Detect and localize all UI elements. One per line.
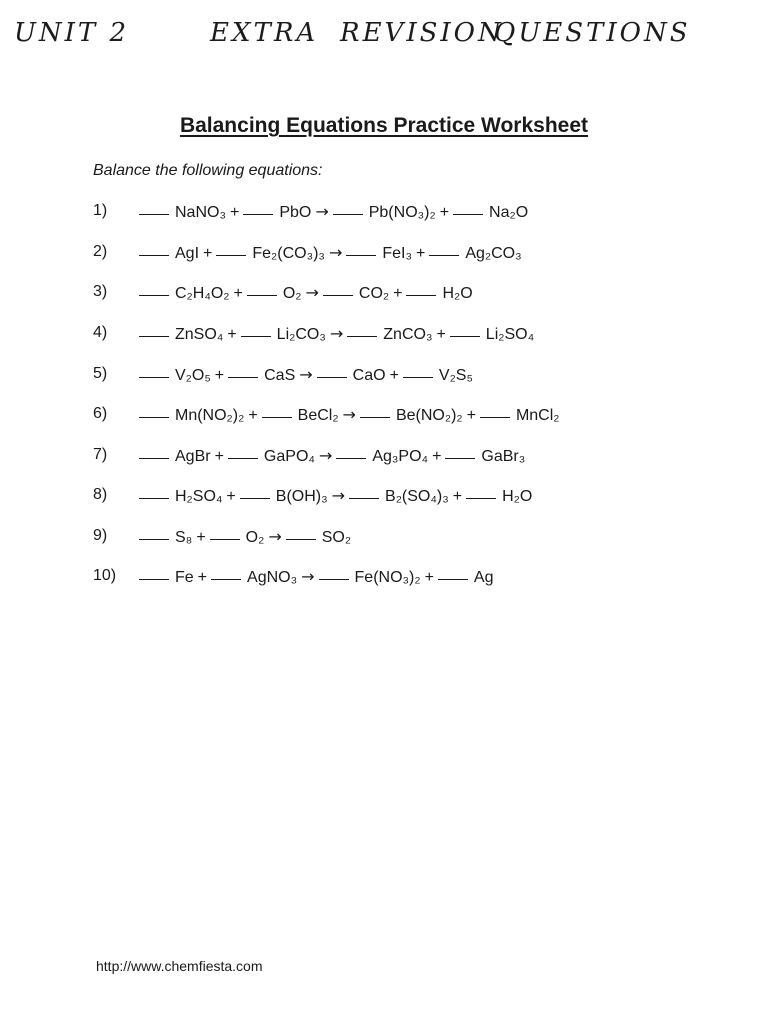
reactant-formula: AgBr bbox=[175, 448, 211, 465]
coefficient-blank[interactable] bbox=[450, 335, 480, 337]
reaction-arrow: → bbox=[318, 446, 333, 465]
reactant-formula: S₈ bbox=[175, 529, 193, 546]
reactant-formula: Fe bbox=[175, 569, 194, 586]
equation-body bbox=[139, 567, 494, 587]
coefficient-blank[interactable] bbox=[319, 578, 349, 580]
product-formula: Li₂SO₄ bbox=[485, 326, 535, 343]
reactant-formula: O₂ bbox=[245, 529, 265, 546]
coefficient-blank[interactable] bbox=[466, 497, 496, 499]
coefficient-blank[interactable] bbox=[247, 294, 277, 296]
coefficient-blank[interactable] bbox=[139, 294, 169, 296]
coefficient-blank[interactable] bbox=[336, 457, 366, 459]
coefficient-blank[interactable] bbox=[403, 376, 433, 378]
equation-row bbox=[93, 527, 733, 553]
plus-sign: + bbox=[214, 367, 225, 384]
equation-number: 9) bbox=[93, 527, 108, 544]
coefficient-blank[interactable] bbox=[139, 213, 169, 215]
plus-sign: + bbox=[415, 245, 426, 262]
coefficient-blank[interactable] bbox=[241, 335, 271, 337]
equation-number: 6) bbox=[93, 405, 108, 422]
plus-sign: + bbox=[248, 407, 258, 424]
reaction-arrow: → bbox=[268, 527, 282, 546]
coefficient-blank[interactable] bbox=[139, 538, 169, 540]
product-formula: GaBr₃ bbox=[481, 448, 526, 465]
coefficient-blank[interactable] bbox=[445, 457, 475, 459]
worksheet-title bbox=[0, 114, 768, 138]
coefficient-blank[interactable] bbox=[139, 416, 169, 418]
handwritten-revision: REVISION bbox=[340, 18, 504, 48]
equation-body bbox=[139, 527, 351, 547]
coefficient-blank[interactable] bbox=[228, 376, 258, 378]
plus-sign: + bbox=[424, 569, 434, 586]
coefficient-blank[interactable] bbox=[429, 254, 459, 256]
equation-body bbox=[139, 365, 473, 385]
coefficient-blank[interactable] bbox=[216, 254, 246, 256]
coefficient-blank[interactable] bbox=[349, 497, 379, 499]
plus-sign: + bbox=[197, 569, 208, 586]
reactant-formula: B(OH)₃ bbox=[275, 488, 328, 505]
equation-number: 4) bbox=[93, 324, 108, 341]
coefficient-blank[interactable] bbox=[139, 254, 169, 256]
coefficient-blank[interactable] bbox=[286, 538, 316, 540]
reaction-arrow: → bbox=[328, 243, 343, 262]
equation-row bbox=[93, 243, 733, 269]
reactant-formula: CaS bbox=[264, 367, 296, 384]
plus-sign: + bbox=[226, 488, 236, 505]
plus-sign: + bbox=[452, 488, 463, 505]
reactant-formula: BeCl₂ bbox=[297, 407, 339, 424]
equation-row bbox=[93, 324, 733, 350]
reaction-arrow: → bbox=[342, 405, 356, 424]
reaction-arrow: → bbox=[329, 324, 344, 343]
equation-row bbox=[93, 405, 733, 431]
handwritten-unit: UNIT 2 bbox=[14, 18, 130, 48]
plus-sign: + bbox=[439, 204, 450, 221]
handwritten-questions: QUESTIONS bbox=[494, 18, 691, 48]
product-formula: Pb(NO₃)₂ bbox=[368, 204, 436, 221]
equation-body bbox=[139, 446, 525, 466]
product-formula: H₂O bbox=[502, 488, 533, 505]
coefficient-blank[interactable] bbox=[139, 497, 169, 499]
coefficient-blank[interactable] bbox=[317, 376, 347, 378]
coefficient-blank[interactable] bbox=[438, 578, 468, 580]
equation-row bbox=[93, 567, 733, 593]
plus-sign: + bbox=[432, 448, 442, 465]
equation-number: 5) bbox=[93, 365, 108, 382]
coefficient-blank[interactable] bbox=[347, 335, 377, 337]
product-formula: MnCl₂ bbox=[515, 407, 560, 424]
coefficient-blank[interactable] bbox=[228, 457, 258, 459]
equation-body bbox=[139, 486, 532, 506]
equation-body bbox=[139, 243, 522, 263]
product-formula: CaO bbox=[352, 367, 386, 384]
footer-url: http://www.chemfiesta.com bbox=[96, 958, 263, 974]
reaction-arrow: → bbox=[331, 486, 346, 505]
coefficient-blank[interactable] bbox=[406, 294, 436, 296]
product-formula: CO₂ bbox=[358, 285, 390, 302]
product-formula: Ag₂CO₃ bbox=[465, 245, 522, 262]
equation-number: 7) bbox=[93, 446, 108, 463]
product-formula: Ag₃PO₄ bbox=[372, 448, 429, 465]
reactant-formula: AgI bbox=[175, 245, 200, 262]
equation-row bbox=[93, 446, 733, 472]
reactant-formula: ZnSO₄ bbox=[175, 326, 224, 343]
reaction-arrow: → bbox=[299, 365, 313, 384]
equation-number: 2) bbox=[93, 243, 108, 260]
product-formula: Be(NO₂)₂ bbox=[395, 407, 463, 424]
reactant-formula: Fe₂(CO₃)₃ bbox=[252, 245, 325, 262]
reactant-formula: PbO bbox=[279, 204, 312, 221]
coefficient-blank[interactable] bbox=[139, 335, 169, 337]
coefficient-blank[interactable] bbox=[323, 294, 353, 296]
product-formula: ZnCO₃ bbox=[383, 326, 433, 343]
equation-number: 1) bbox=[93, 202, 108, 219]
reactant-formula: V₂O₅ bbox=[175, 367, 211, 384]
plus-sign: + bbox=[233, 285, 243, 302]
equation-body bbox=[139, 405, 560, 425]
handwritten-extra: EXTRA bbox=[210, 18, 319, 48]
coefficient-blank[interactable] bbox=[360, 416, 390, 418]
equation-row bbox=[93, 365, 733, 391]
coefficient-blank[interactable] bbox=[211, 578, 241, 580]
plus-sign: + bbox=[214, 448, 224, 465]
plus-sign: + bbox=[229, 204, 240, 221]
worksheet-title-text: Balancing Equations Practice Worksheet bbox=[179, 114, 589, 137]
reaction-arrow: → bbox=[305, 283, 319, 302]
handwritten-heading bbox=[10, 12, 750, 52]
plus-sign: + bbox=[203, 245, 213, 262]
plus-sign: + bbox=[389, 367, 399, 384]
reactant-formula: C₂H₄O₂ bbox=[175, 285, 230, 302]
product-formula: Ag bbox=[473, 569, 494, 586]
product-formula: SO₂ bbox=[321, 529, 352, 546]
equation-row bbox=[93, 486, 733, 512]
equation-body bbox=[139, 324, 534, 344]
plus-sign: + bbox=[196, 529, 206, 546]
coefficient-blank[interactable] bbox=[210, 538, 240, 540]
equation-body bbox=[139, 202, 528, 222]
equation-number: 8) bbox=[93, 486, 108, 503]
product-formula: H₂O bbox=[442, 285, 473, 302]
coefficient-blank[interactable] bbox=[346, 254, 376, 256]
instructions-text: Balance the following equations: bbox=[93, 162, 323, 179]
reaction-arrow: → bbox=[301, 567, 315, 586]
plus-sign: + bbox=[466, 407, 476, 424]
coefficient-blank[interactable] bbox=[333, 213, 363, 215]
coefficient-blank[interactable] bbox=[453, 213, 483, 215]
product-formula: Na₂O bbox=[489, 204, 529, 221]
equation-row bbox=[93, 202, 733, 228]
plus-sign: + bbox=[436, 326, 446, 343]
reactant-formula: Mn(NO₂)₂ bbox=[175, 407, 245, 424]
reactant-formula: GaPO₄ bbox=[263, 448, 315, 465]
reactant-formula: H₂SO₄ bbox=[175, 488, 223, 505]
product-formula: Fe(NO₃)₂ bbox=[354, 569, 421, 586]
reactant-formula: NaNO₃ bbox=[175, 204, 226, 221]
product-formula: FeI₃ bbox=[382, 245, 412, 262]
coefficient-blank[interactable] bbox=[243, 213, 273, 215]
coefficient-blank[interactable] bbox=[480, 416, 510, 418]
equation-row bbox=[93, 283, 733, 309]
equation-number: 10) bbox=[93, 567, 117, 584]
product-formula: B₂(SO₄)₃ bbox=[385, 488, 449, 505]
coefficient-blank[interactable] bbox=[139, 578, 169, 580]
plus-sign: + bbox=[227, 326, 237, 343]
coefficient-blank[interactable] bbox=[240, 497, 270, 499]
reactant-formula: O₂ bbox=[282, 285, 302, 302]
equation-body bbox=[139, 283, 473, 303]
plus-sign: + bbox=[393, 285, 403, 302]
coefficient-blank[interactable] bbox=[139, 376, 169, 378]
coefficient-blank[interactable] bbox=[139, 457, 169, 459]
coefficient-blank[interactable] bbox=[262, 416, 292, 418]
equation-number: 3) bbox=[93, 283, 108, 300]
reaction-arrow: → bbox=[315, 202, 329, 221]
reactant-formula: AgNO₃ bbox=[247, 569, 298, 586]
reactant-formula: Li₂CO₃ bbox=[276, 326, 326, 343]
product-formula: V₂S₅ bbox=[438, 367, 473, 384]
